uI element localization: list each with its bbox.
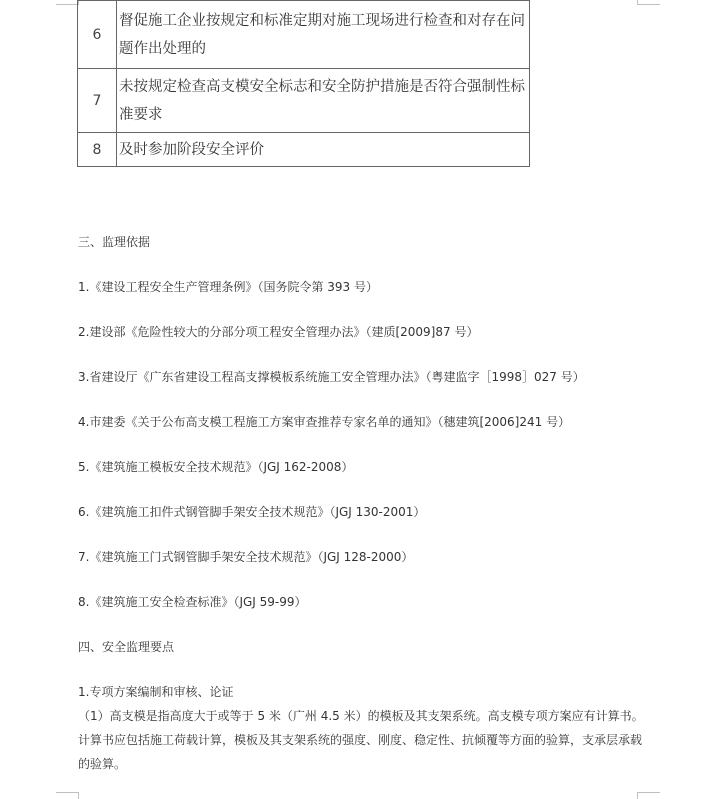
- table-row: [78, 133, 530, 167]
- reference-item: 7.《建筑施工门式钢管脚手架安全技术规范》（JGJ 128-2000）: [78, 550, 414, 564]
- row-text: 未按规定检查高支模安全标志和安全防护措施是否符合强制性标准要求: [117, 69, 530, 133]
- reference-item: 1.《建设工程安全生产管理条例》（国务院令第 393 号）: [78, 280, 378, 294]
- row-number: 8: [78, 133, 117, 167]
- page-corner-mark: [56, 0, 79, 5]
- reference-item: 5.《建筑施工模板安全技术规范》（JGJ 162-2008）: [78, 460, 354, 474]
- page-corner-mark: [637, 0, 660, 5]
- row-text: 督促施工企业按规定和标准定期对施工现场进行检查和对存在问题作出处理的: [117, 1, 530, 69]
- subsection-heading: 1.专项方案编制和审核、论证: [78, 685, 234, 699]
- row-text: 及时参加阶段安全评价: [117, 133, 530, 167]
- body-paragraph: （1）高支模是指高度大于或等于 5 米（广州 4.5 米）的模板及其支架系统。高支模专项方案应有计算书。计算书应包括施工荷载计算，模板及其支架系统的强度、刚度、稳定性、抗倾覆等方面的验算，支承层承载的验算。: [78, 709, 644, 771]
- table-row: [78, 69, 530, 133]
- section-heading: 四、安全监理要点: [78, 640, 175, 654]
- reference-item: 2.建设部《危险性较大的分部分项工程安全管理办法》（建质[2009]87 号）: [78, 325, 479, 339]
- reference-item: 4.市建委《关于公布高支模工程施工方案审查推荐专家名单的通知》（穗建筑[2006]241 号）: [78, 415, 571, 429]
- reference-item: 6.《建筑施工扣件式钢管脚手架安全技术规范》（JGJ 130-2001）: [78, 505, 426, 519]
- row-number: 6: [78, 1, 117, 69]
- row-number: 7: [78, 69, 117, 133]
- table-row: [78, 1, 530, 69]
- reference-item: 3.省建设厅《广东省建设工程高支撑模板系统施工安全管理办法》（粤建监字［1998］027 号）: [78, 370, 585, 384]
- reference-item: 8.《建筑施工安全检查标准》（JGJ 59-99）: [78, 595, 307, 609]
- section-heading: 三、监理依据: [78, 235, 151, 249]
- inspection-items-table: [77, 0, 530, 167]
